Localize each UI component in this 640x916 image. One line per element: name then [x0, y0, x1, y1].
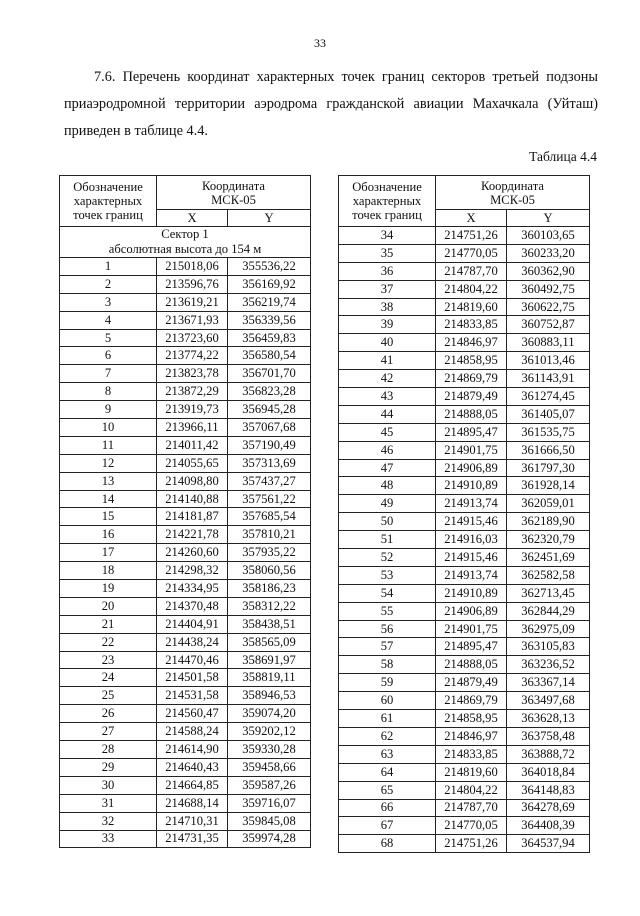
- table-row: [339, 781, 590, 799]
- header-point-designation: [339, 176, 436, 227]
- x-coordinate-cell: 214334,95: [157, 580, 228, 598]
- point-number-cell: 61: [339, 710, 436, 728]
- x-coordinate-cell: 214731,35: [157, 830, 228, 848]
- x-coordinate-cell: 214833,85: [436, 745, 507, 763]
- table-row: [60, 633, 311, 651]
- x-coordinate-cell: 214588,24: [157, 723, 228, 741]
- table-row: [339, 817, 590, 835]
- table-row: [60, 741, 311, 759]
- y-coordinate-cell: 356169,92: [228, 275, 311, 293]
- x-coordinate-cell: 213596,76: [157, 275, 228, 293]
- y-coordinate-cell: 362451,69: [507, 549, 590, 567]
- point-number-cell: 29: [60, 758, 157, 776]
- table-row: [60, 258, 311, 276]
- y-coordinate-cell: 357067,68: [228, 419, 311, 437]
- point-number-cell: 30: [60, 776, 157, 794]
- point-number-cell: 66: [339, 799, 436, 817]
- table-row: [339, 549, 590, 567]
- y-coordinate-cell: 361143,91: [507, 370, 590, 388]
- table-row: [60, 365, 311, 383]
- y-coordinate-cell: 360883,11: [507, 334, 590, 352]
- y-coordinate-cell: 358946,53: [228, 687, 311, 705]
- table-row: [60, 347, 311, 365]
- table-row: [339, 244, 590, 262]
- y-coordinate-cell: 360362,90: [507, 262, 590, 280]
- y-coordinate-cell: 362582,58: [507, 566, 590, 584]
- point-number-cell: 9: [60, 401, 157, 419]
- point-number-cell: 6: [60, 347, 157, 365]
- y-coordinate-cell: 359974,28: [228, 830, 311, 848]
- table-row: [60, 275, 311, 293]
- x-coordinate-cell: 214560,47: [157, 705, 228, 723]
- y-coordinate-cell: 360622,75: [507, 298, 590, 316]
- point-number-cell: 10: [60, 419, 157, 437]
- point-number-cell: 28: [60, 741, 157, 759]
- y-coordinate-cell: 356701,70: [228, 365, 311, 383]
- y-coordinate-cell: 357190,49: [228, 436, 311, 454]
- table-row: [339, 763, 590, 781]
- point-number-cell: 20: [60, 597, 157, 615]
- x-coordinate-cell: 214819,60: [436, 763, 507, 781]
- table-row: [60, 580, 311, 598]
- table-row: [60, 454, 311, 472]
- x-coordinate-cell: 214501,58: [157, 669, 228, 687]
- table-row: [339, 227, 590, 245]
- y-coordinate-cell: 362713,45: [507, 584, 590, 602]
- table-row: [60, 472, 311, 490]
- x-coordinate-cell: 213723,60: [157, 329, 228, 347]
- point-number-cell: 53: [339, 566, 436, 584]
- header-x: X: [157, 210, 228, 227]
- x-coordinate-cell: 214888,05: [436, 405, 507, 423]
- x-coordinate-cell: 214710,31: [157, 812, 228, 830]
- point-number-cell: 17: [60, 544, 157, 562]
- table-row: [60, 758, 311, 776]
- y-coordinate-cell: 363758,48: [507, 727, 590, 745]
- table-row: [339, 298, 590, 316]
- x-coordinate-cell: 213774,22: [157, 347, 228, 365]
- y-coordinate-cell: 359716,07: [228, 794, 311, 812]
- header-point-line2: характерных: [73, 194, 143, 208]
- sector-title: Сектор 1: [161, 227, 209, 241]
- x-coordinate-cell: 214915,46: [436, 513, 507, 531]
- x-coordinate-cell: 214404,91: [157, 615, 228, 633]
- header-coords-line1: Координата: [481, 178, 544, 193]
- x-coordinate-cell: 214751,26: [436, 835, 507, 853]
- sector-subtitle: абсолютная высота до 154 м: [108, 242, 262, 256]
- point-number-cell: 57: [339, 638, 436, 656]
- y-coordinate-cell: 359587,26: [228, 776, 311, 794]
- table-row: [60, 490, 311, 508]
- intro-paragraph: 7.6. Перечень координат характерных точек границ секторов третьей подзоны приаэродромной территории аэродрома гражданской авиации Махачкала (Уйташ) приведен в таблице 4.4.: [64, 69, 598, 139]
- point-number-cell: 54: [339, 584, 436, 602]
- point-number-cell: 13: [60, 472, 157, 490]
- table-row: [60, 401, 311, 419]
- y-coordinate-cell: 362059,01: [507, 495, 590, 513]
- y-coordinate-cell: 356339,56: [228, 311, 311, 329]
- x-coordinate-cell: 214787,70: [436, 262, 507, 280]
- y-coordinate-cell: 359074,20: [228, 705, 311, 723]
- table-row: [339, 477, 590, 495]
- y-coordinate-cell: 360492,75: [507, 280, 590, 298]
- coordinates-table-left: [59, 175, 311, 848]
- y-coordinate-cell: 363628,13: [507, 710, 590, 728]
- point-number-cell: 42: [339, 370, 436, 388]
- x-coordinate-cell: 214221,78: [157, 526, 228, 544]
- point-number-cell: 8: [60, 383, 157, 401]
- point-number-cell: 50: [339, 513, 436, 531]
- x-coordinate-cell: 213671,93: [157, 311, 228, 329]
- header-point-line2: характерных: [352, 194, 422, 208]
- x-coordinate-cell: 214664,85: [157, 776, 228, 794]
- x-coordinate-cell: 214846,97: [436, 334, 507, 352]
- y-coordinate-cell: 364408,39: [507, 817, 590, 835]
- table-row: [339, 316, 590, 334]
- y-coordinate-cell: 361666,50: [507, 441, 590, 459]
- x-coordinate-cell: 214906,89: [436, 602, 507, 620]
- point-number-cell: 63: [339, 745, 436, 763]
- table-row: [339, 656, 590, 674]
- x-coordinate-cell: 214804,22: [436, 781, 507, 799]
- table-row: [60, 812, 311, 830]
- point-number-cell: 46: [339, 441, 436, 459]
- point-number-cell: 34: [339, 227, 436, 245]
- x-coordinate-cell: 214640,43: [157, 758, 228, 776]
- x-coordinate-cell: 214098,80: [157, 472, 228, 490]
- y-coordinate-cell: 361535,75: [507, 423, 590, 441]
- header-point-designation: [60, 176, 157, 227]
- point-number-cell: 23: [60, 651, 157, 669]
- y-coordinate-cell: 364537,94: [507, 835, 590, 853]
- header-point-line3: точек границ: [352, 208, 422, 222]
- point-number-cell: 12: [60, 454, 157, 472]
- point-number-cell: 32: [60, 812, 157, 830]
- x-coordinate-cell: 214770,05: [436, 244, 507, 262]
- point-number-cell: 18: [60, 562, 157, 580]
- x-coordinate-cell: 214011,42: [157, 436, 228, 454]
- x-coordinate-cell: 214869,79: [436, 370, 507, 388]
- point-number-cell: 36: [339, 262, 436, 280]
- point-number-cell: 21: [60, 615, 157, 633]
- header-y: Y: [228, 210, 311, 227]
- point-number-cell: 22: [60, 633, 157, 651]
- y-coordinate-cell: 358312,22: [228, 597, 311, 615]
- point-number-cell: 26: [60, 705, 157, 723]
- x-coordinate-cell: 214438,24: [157, 633, 228, 651]
- x-coordinate-cell: 214895,47: [436, 638, 507, 656]
- y-coordinate-cell: 360233,20: [507, 244, 590, 262]
- y-coordinate-cell: 363888,72: [507, 745, 590, 763]
- point-number-cell: 68: [339, 835, 436, 853]
- header-x: X: [436, 210, 507, 227]
- y-coordinate-cell: 359458,66: [228, 758, 311, 776]
- y-coordinate-cell: 359845,08: [228, 812, 311, 830]
- y-coordinate-cell: 364278,69: [507, 799, 590, 817]
- x-coordinate-cell: 214531,58: [157, 687, 228, 705]
- y-coordinate-cell: 362975,09: [507, 620, 590, 638]
- table-row: [60, 293, 311, 311]
- table-row: [339, 334, 590, 352]
- y-coordinate-cell: 361405,07: [507, 405, 590, 423]
- table-row: [339, 262, 590, 280]
- x-coordinate-cell: 214869,79: [436, 692, 507, 710]
- table-row: [60, 794, 311, 812]
- point-number-cell: 58: [339, 656, 436, 674]
- table-row: [60, 329, 311, 347]
- table-row: [339, 495, 590, 513]
- y-coordinate-cell: 363367,14: [507, 674, 590, 692]
- point-number-cell: 64: [339, 763, 436, 781]
- table-row: [60, 687, 311, 705]
- point-number-cell: 49: [339, 495, 436, 513]
- point-number-cell: 59: [339, 674, 436, 692]
- table-row: [60, 526, 311, 544]
- point-number-cell: 48: [339, 477, 436, 495]
- point-number-cell: 24: [60, 669, 157, 687]
- point-number-cell: 65: [339, 781, 436, 799]
- y-coordinate-cell: 362320,79: [507, 531, 590, 549]
- table-row: [60, 383, 311, 401]
- point-number-cell: 27: [60, 723, 157, 741]
- point-number-cell: 5: [60, 329, 157, 347]
- table-row: [339, 405, 590, 423]
- point-number-cell: 38: [339, 298, 436, 316]
- point-number-cell: 19: [60, 580, 157, 598]
- y-coordinate-cell: 356580,54: [228, 347, 311, 365]
- table-row: [339, 745, 590, 763]
- table-row: [60, 436, 311, 454]
- table-row: [60, 562, 311, 580]
- point-number-cell: 1: [60, 258, 157, 276]
- table-row: [339, 423, 590, 441]
- x-coordinate-cell: 214140,88: [157, 490, 228, 508]
- point-number-cell: 31: [60, 794, 157, 812]
- x-coordinate-cell: 214688,14: [157, 794, 228, 812]
- point-number-cell: 67: [339, 817, 436, 835]
- table-row: [339, 584, 590, 602]
- y-coordinate-cell: 363497,68: [507, 692, 590, 710]
- sector-header: [60, 227, 311, 258]
- x-coordinate-cell: 214787,70: [436, 799, 507, 817]
- x-coordinate-cell: 214879,49: [436, 674, 507, 692]
- table-row: [60, 419, 311, 437]
- point-number-cell: 47: [339, 459, 436, 477]
- point-number-cell: 41: [339, 352, 436, 370]
- y-coordinate-cell: 362189,90: [507, 513, 590, 531]
- y-coordinate-cell: 358060,56: [228, 562, 311, 580]
- y-coordinate-cell: 355536,22: [228, 258, 311, 276]
- table-row: [339, 602, 590, 620]
- y-coordinate-cell: 356219,74: [228, 293, 311, 311]
- x-coordinate-cell: 213919,73: [157, 401, 228, 419]
- header-coords-line2: МСК-05: [211, 192, 256, 207]
- point-number-cell: 52: [339, 549, 436, 567]
- x-coordinate-cell: 214370,48: [157, 597, 228, 615]
- x-coordinate-cell: 214055,65: [157, 454, 228, 472]
- table-row: [60, 669, 311, 687]
- x-coordinate-cell: 214181,87: [157, 508, 228, 526]
- table-row: [339, 620, 590, 638]
- x-coordinate-cell: 214906,89: [436, 459, 507, 477]
- x-coordinate-cell: 213966,11: [157, 419, 228, 437]
- point-number-cell: 45: [339, 423, 436, 441]
- point-number-cell: 3: [60, 293, 157, 311]
- y-coordinate-cell: 361013,46: [507, 352, 590, 370]
- table-row: [60, 651, 311, 669]
- table-row: [60, 508, 311, 526]
- point-number-cell: 15: [60, 508, 157, 526]
- y-coordinate-cell: 358438,51: [228, 615, 311, 633]
- x-coordinate-cell: 214614,90: [157, 741, 228, 759]
- y-coordinate-cell: 358186,23: [228, 580, 311, 598]
- x-coordinate-cell: 214910,89: [436, 584, 507, 602]
- table-caption: Таблица 4.4: [529, 149, 597, 164]
- y-coordinate-cell: 364018,84: [507, 763, 590, 781]
- table-row: [339, 638, 590, 656]
- y-coordinate-cell: 361274,45: [507, 388, 590, 406]
- y-coordinate-cell: 357561,22: [228, 490, 311, 508]
- point-number-cell: 55: [339, 602, 436, 620]
- header-point-line1: Обозначение: [352, 180, 422, 194]
- point-number-cell: 40: [339, 334, 436, 352]
- y-coordinate-cell: 359202,12: [228, 723, 311, 741]
- x-coordinate-cell: 214879,49: [436, 388, 507, 406]
- x-coordinate-cell: 214895,47: [436, 423, 507, 441]
- point-number-cell: 4: [60, 311, 157, 329]
- table-row: [339, 352, 590, 370]
- page-number: 33: [314, 36, 326, 50]
- x-coordinate-cell: 214858,95: [436, 710, 507, 728]
- y-coordinate-cell: 356823,28: [228, 383, 311, 401]
- point-number-cell: 43: [339, 388, 436, 406]
- x-coordinate-cell: 213823,78: [157, 365, 228, 383]
- header-coordinates: [436, 176, 590, 210]
- x-coordinate-cell: 214915,46: [436, 549, 507, 567]
- table-row: [339, 531, 590, 549]
- point-number-cell: 33: [60, 830, 157, 848]
- x-coordinate-cell: 214298,32: [157, 562, 228, 580]
- point-number-cell: 16: [60, 526, 157, 544]
- x-coordinate-cell: 214858,95: [436, 352, 507, 370]
- point-number-cell: 35: [339, 244, 436, 262]
- point-number-cell: 25: [60, 687, 157, 705]
- x-coordinate-cell: 215018,06: [157, 258, 228, 276]
- table-row: [60, 615, 311, 633]
- y-coordinate-cell: 360103,65: [507, 227, 590, 245]
- y-coordinate-cell: 356945,28: [228, 401, 311, 419]
- x-coordinate-cell: 214804,22: [436, 280, 507, 298]
- point-number-cell: 14: [60, 490, 157, 508]
- table-row: [339, 674, 590, 692]
- point-number-cell: 11: [60, 436, 157, 454]
- table-row: [60, 705, 311, 723]
- point-number-cell: 60: [339, 692, 436, 710]
- y-coordinate-cell: 356459,83: [228, 329, 311, 347]
- y-coordinate-cell: 360752,87: [507, 316, 590, 334]
- y-coordinate-cell: 363236,52: [507, 656, 590, 674]
- table-row: [60, 830, 311, 848]
- x-coordinate-cell: 214916,03: [436, 531, 507, 549]
- y-coordinate-cell: 358565,09: [228, 633, 311, 651]
- table-row: [339, 513, 590, 531]
- x-coordinate-cell: 214470,46: [157, 651, 228, 669]
- header-y: Y: [507, 210, 590, 227]
- y-coordinate-cell: 357685,54: [228, 508, 311, 526]
- x-coordinate-cell: 214260,60: [157, 544, 228, 562]
- point-number-cell: 2: [60, 275, 157, 293]
- header-coords-line2: МСК-05: [490, 192, 535, 207]
- x-coordinate-cell: 214819,60: [436, 298, 507, 316]
- x-coordinate-cell: 214770,05: [436, 817, 507, 835]
- x-coordinate-cell: 214888,05: [436, 656, 507, 674]
- header-point-line1: Обозначение: [73, 180, 143, 194]
- y-coordinate-cell: 362844,29: [507, 602, 590, 620]
- coordinates-table-right: [338, 175, 590, 853]
- point-number-cell: 39: [339, 316, 436, 334]
- y-coordinate-cell: 361797,30: [507, 459, 590, 477]
- x-coordinate-cell: 214913,74: [436, 495, 507, 513]
- x-coordinate-cell: 214846,97: [436, 727, 507, 745]
- header-coords-line1: Координата: [202, 178, 265, 193]
- x-coordinate-cell: 214910,89: [436, 477, 507, 495]
- point-number-cell: 56: [339, 620, 436, 638]
- table-row: [339, 692, 590, 710]
- table-row: [60, 311, 311, 329]
- table-row: [60, 776, 311, 794]
- table-row: [339, 441, 590, 459]
- y-coordinate-cell: 358691,97: [228, 651, 311, 669]
- y-coordinate-cell: 357810,21: [228, 526, 311, 544]
- header-point-line3: точек границ: [73, 208, 143, 222]
- y-coordinate-cell: 363105,83: [507, 638, 590, 656]
- x-coordinate-cell: 213872,29: [157, 383, 228, 401]
- point-number-cell: 7: [60, 365, 157, 383]
- table-row: [339, 388, 590, 406]
- x-coordinate-cell: 214913,74: [436, 566, 507, 584]
- point-number-cell: 51: [339, 531, 436, 549]
- y-coordinate-cell: 359330,28: [228, 741, 311, 759]
- header-coordinates: [157, 176, 311, 210]
- y-coordinate-cell: 357437,27: [228, 472, 311, 490]
- table-row: [339, 727, 590, 745]
- y-coordinate-cell: 361928,14: [507, 477, 590, 495]
- x-coordinate-cell: 214833,85: [436, 316, 507, 334]
- x-coordinate-cell: 213619,21: [157, 293, 228, 311]
- point-number-cell: 62: [339, 727, 436, 745]
- y-coordinate-cell: 358819,11: [228, 669, 311, 687]
- table-row: [339, 459, 590, 477]
- y-coordinate-cell: 364148,83: [507, 781, 590, 799]
- table-row: [339, 835, 590, 853]
- table-row: [339, 370, 590, 388]
- x-coordinate-cell: 214901,75: [436, 620, 507, 638]
- table-row: [339, 799, 590, 817]
- table-row: [339, 280, 590, 298]
- y-coordinate-cell: 357313,69: [228, 454, 311, 472]
- table-row: [339, 710, 590, 728]
- table-row: [60, 597, 311, 615]
- point-number-cell: 44: [339, 405, 436, 423]
- x-coordinate-cell: 214901,75: [436, 441, 507, 459]
- y-coordinate-cell: 357935,22: [228, 544, 311, 562]
- table-row: [60, 544, 311, 562]
- x-coordinate-cell: 214751,26: [436, 227, 507, 245]
- table-row: [60, 723, 311, 741]
- point-number-cell: 37: [339, 280, 436, 298]
- table-row: [339, 566, 590, 584]
